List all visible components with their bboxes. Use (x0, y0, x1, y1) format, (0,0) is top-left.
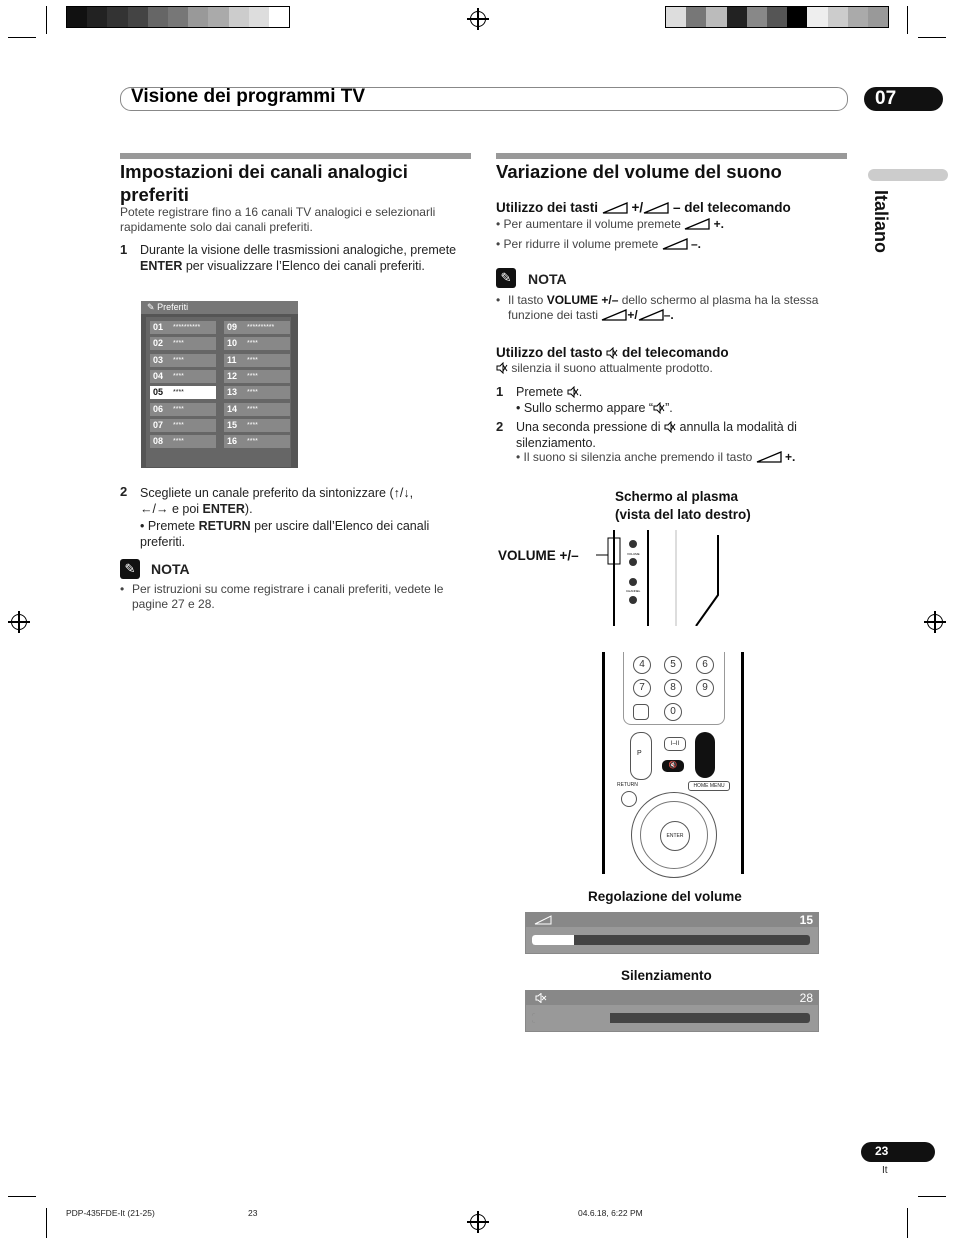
remote-key[interactable]: 5 (664, 656, 682, 674)
remote-key[interactable]: 9 (696, 679, 714, 697)
home-menu-button[interactable]: HOME MENU (688, 781, 730, 791)
volume-osd (525, 912, 819, 954)
language-code: It (882, 1165, 888, 1176)
osd-caption: Silenziamento (621, 968, 712, 983)
favorite-channel-item[interactable]: 08 **** (150, 435, 216, 448)
step-number: 1 (120, 242, 128, 257)
section-heading: Variazione del volume del suono (496, 161, 782, 182)
mute-level-track (532, 1013, 810, 1023)
channel-rocker[interactable]: P (630, 732, 652, 780)
volume-level-track (532, 935, 810, 945)
intro-text: Potete registrare fino a 16 canali TV analogici e selezionarli rapidamente solo dai canali preferiti. (120, 205, 436, 234)
mute-osd (525, 990, 819, 1032)
volume-ramp-icon (643, 202, 669, 214)
favorite-channel-item[interactable]: 14 **** (224, 403, 290, 416)
footer-file: PDP-435FDE-It (21-25) (66, 1208, 155, 1218)
mute-icon (606, 347, 618, 359)
remote-key[interactable]: 0 (664, 703, 682, 721)
remote-key[interactable]: 4 (633, 656, 651, 674)
mute-description: silenzia il suono attualmente prodotto. (496, 361, 713, 376)
registration-mark (470, 11, 486, 27)
volume-ramp-icon (601, 309, 627, 321)
io-button[interactable]: I–II (664, 737, 686, 751)
favorites-title: Preferiti (157, 302, 189, 312)
mute-value: 28 (799, 991, 813, 1005)
note-text: • Il tasto VOLUME +/– dello schermo al plasma ha la stessa funzione dei tasti +/ –. (496, 293, 819, 322)
enter-button[interactable]: ENTER (660, 821, 690, 851)
favorite-channel-item[interactable]: 06 **** (150, 403, 216, 416)
favorite-channel-item[interactable]: 04 **** (150, 370, 216, 383)
volume-ramp-icon (756, 451, 782, 463)
note-icon: ✎ (496, 268, 516, 288)
volume-ramp-icon (662, 238, 688, 250)
footer-date: 04.6.18, 6:22 PM (578, 1208, 643, 1218)
remote-key[interactable]: 6 (696, 656, 714, 674)
color-bar-left (66, 6, 290, 28)
step-number: 1 (496, 384, 504, 399)
volume-callout-label: VOLUME +/– (498, 548, 579, 563)
favorite-channel-item[interactable]: 01 ********** (150, 321, 216, 334)
registration-mark (927, 614, 943, 630)
note-icon: ✎ (120, 559, 140, 579)
volume-ramp-icon (602, 202, 628, 214)
favorite-channel-item[interactable]: 07 **** (150, 419, 216, 432)
volume-level-fill (532, 935, 574, 945)
chapter-number: 07 (875, 88, 897, 109)
favorite-channel-item[interactable]: 11 **** (224, 354, 290, 367)
remote-key[interactable]: 8 (664, 679, 682, 697)
step-text: Scegliete un canale preferito da sintonizzare (↑/↓, ←/→ e poi ENTER). • Premete RETURN per uscire dall’Elenco dei canali preferiti. (140, 486, 430, 549)
favorites-header (141, 301, 298, 314)
page-title: Visione dei programmi TV (131, 86, 366, 107)
step-number: 2 (120, 484, 128, 499)
volume-value: 15 (799, 913, 813, 927)
footer-page: 23 (248, 1208, 258, 1218)
color-bar-right (665, 6, 889, 28)
input-key-icon (633, 704, 649, 720)
favorite-channel-item[interactable]: 15 **** (224, 419, 290, 432)
remote-illustration (602, 652, 744, 874)
volume-rocker[interactable] (695, 732, 715, 778)
favorite-channel-item[interactable]: 02 **** (150, 337, 216, 350)
registration-mark (470, 1214, 486, 1230)
step-number: 2 (496, 419, 504, 434)
note-text: • Per istruzioni su come registrare i canali preferiti, vedete le pagine 27 e 28. (120, 582, 444, 611)
plasma-side-illustration (594, 530, 724, 626)
subheading: Utilizzo dei tasti +/ – del telecomando (496, 200, 791, 215)
registration-mark (11, 614, 27, 630)
step-subnote: • Il suono si silenzia anche premendo il tasto +. (516, 450, 796, 464)
mute-button[interactable]: 🔇 (662, 760, 684, 772)
favorite-channel-item[interactable]: 03 **** (150, 354, 216, 367)
favorite-channel-item[interactable]: 16 **** (224, 435, 290, 448)
direction-pad[interactable] (631, 792, 717, 878)
mute-icon (496, 362, 508, 374)
mute-level-fill (532, 1013, 610, 1023)
return-label: RETURN (617, 782, 638, 788)
subheading: Utilizzo del tasto del telecomando (496, 345, 729, 360)
volume-ramp-icon (684, 218, 710, 230)
osd-caption: Regolazione del volume (588, 889, 742, 904)
svg-text:VOLUME: VOLUME (627, 552, 640, 556)
figure-caption: Schermo al plasma (vista del lato destro) (615, 489, 751, 522)
favorite-channel-item[interactable]: 13 **** (224, 386, 290, 399)
volume-ramp-icon (534, 915, 552, 925)
section-rule (120, 153, 471, 159)
favorite-channel-item[interactable]: 09 ********** (224, 321, 290, 334)
mute-icon (653, 402, 665, 414)
favorite-channel-item[interactable]: 10 **** (224, 337, 290, 350)
mute-icon (567, 386, 579, 398)
chapter-badge (864, 87, 943, 111)
mute-icon (664, 421, 676, 433)
favorite-channel-item[interactable]: 05 **** (150, 386, 216, 399)
page-number-badge (861, 1142, 935, 1162)
note-label: NOTA (151, 561, 190, 577)
step-text: Premete . • Sullo schermo appare “ ”. (516, 385, 673, 415)
pencil-icon: ✎ (147, 302, 155, 312)
step-text: Una seconda pressione di annulla la modalità di silenziamento. (516, 420, 797, 450)
section-rule (496, 153, 847, 159)
favorite-channel-item[interactable]: 12 **** (224, 370, 290, 383)
bullet-text: • Per ridurre il volume premete –. (496, 237, 701, 251)
mute-icon (534, 993, 548, 1003)
side-tab-label: Italiano (871, 190, 891, 254)
remote-key[interactable]: 7 (633, 679, 651, 697)
svg-text:CHANNEL: CHANNEL (626, 589, 641, 593)
bullet-text: • Per aumentare il volume premete +. (496, 217, 724, 231)
side-tab-bar (868, 169, 948, 181)
note-label: NOTA (528, 271, 567, 287)
section-heading: Impostazioni dei canali analogici preferiti (120, 161, 408, 205)
step-text: Durante la visione delle trasmissioni analogiche, premete ENTER per visualizzare l’Elenco dei canali preferiti. (140, 243, 457, 273)
page-number: 23 (875, 1144, 889, 1158)
return-button[interactable] (621, 791, 637, 807)
volume-ramp-icon (638, 309, 664, 321)
